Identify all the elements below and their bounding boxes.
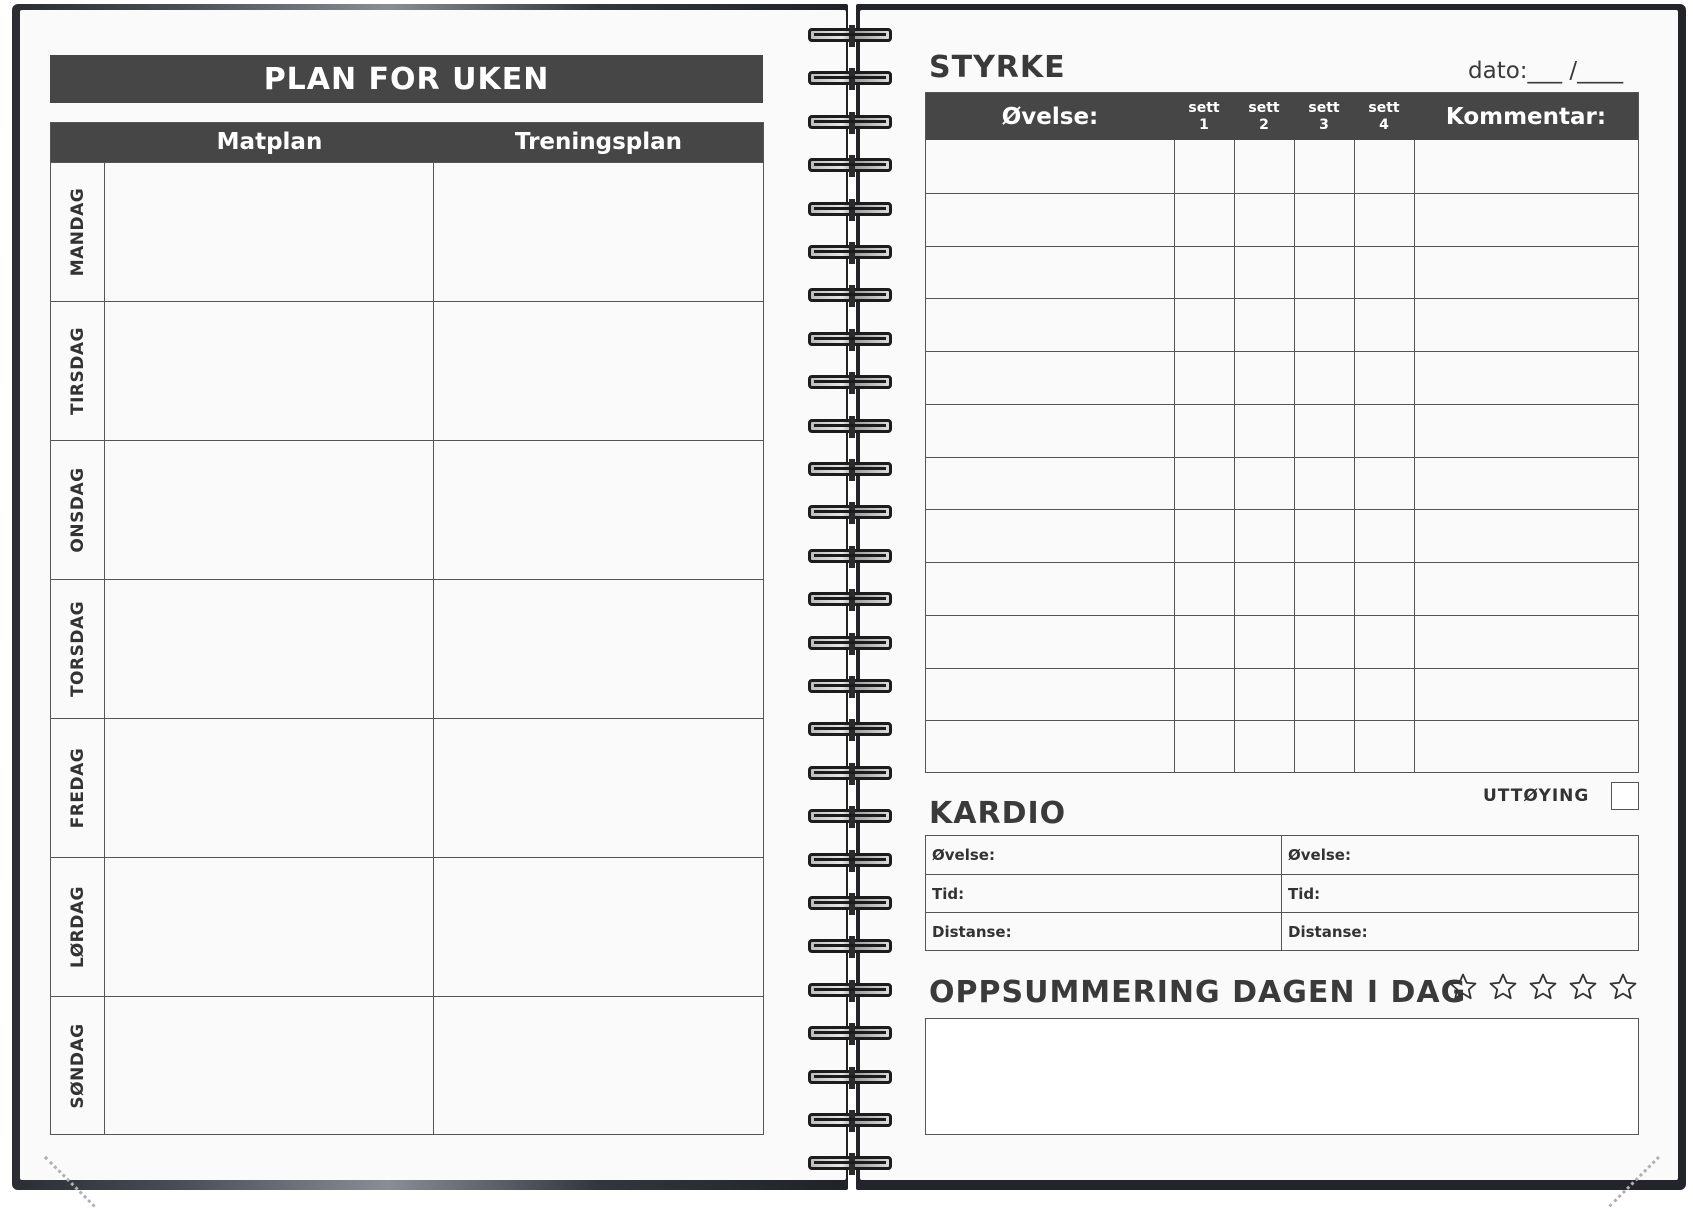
- kardio-title: KARDIO: [929, 796, 1067, 831]
- spiral-ring: [808, 284, 892, 306]
- treningsplan-cell[interactable]: [434, 163, 763, 301]
- sett-number: 3: [1319, 116, 1329, 133]
- day-row: [51, 162, 763, 301]
- sett-number: 1: [1199, 116, 1209, 133]
- spiral-ring: [808, 1109, 892, 1131]
- star-icon[interactable]: [1608, 972, 1638, 1002]
- header-sett-4: [1354, 93, 1414, 140]
- oppsummering-title: OPPSUMMERING DAGEN I DAG: [929, 975, 1467, 1010]
- ring-wire-inner: [814, 554, 886, 557]
- styrke-row[interactable]: [926, 140, 1638, 193]
- styrke-row[interactable]: [926, 562, 1638, 615]
- ring-wire-inner: [814, 944, 886, 947]
- spiral-ring: [808, 1022, 892, 1044]
- ring-wire-inner: [814, 597, 886, 600]
- header-sett-1: [1174, 93, 1234, 140]
- day-row: [51, 440, 763, 579]
- spiral-ring: [808, 545, 892, 567]
- sett-label: sett: [1308, 99, 1340, 116]
- day-name: TIRSDAG: [67, 327, 88, 415]
- spiral-ring: [808, 1152, 892, 1174]
- spiral-ring: [808, 935, 892, 957]
- spiral-ring: [808, 632, 892, 654]
- ring-wire-inner: [814, 250, 886, 253]
- spiral-ring: [808, 588, 892, 610]
- ring-wire-inner: [814, 380, 886, 383]
- spiral-ring: [808, 328, 892, 350]
- ring-wire-inner: [814, 424, 886, 427]
- spiral-ring: [808, 501, 892, 523]
- kardio-field-ovelse-1[interactable]: Øvelse:: [932, 846, 995, 864]
- spiral-ring: [808, 892, 892, 914]
- kardio-field-tid-1[interactable]: Tid:: [932, 884, 965, 903]
- ring-wire-inner: [814, 727, 886, 730]
- kardio-row: [926, 874, 1638, 912]
- matplan-cell[interactable]: [105, 302, 434, 440]
- day-label: [51, 302, 105, 440]
- matplan-cell[interactable]: [105, 997, 434, 1135]
- plan-title: PLAN FOR UKEN: [50, 55, 763, 103]
- spiral-ring: [808, 371, 892, 393]
- spiral-ring: [808, 458, 892, 480]
- day-label: [51, 719, 105, 857]
- treningsplan-cell[interactable]: [434, 580, 763, 718]
- sett-label: sett: [1248, 99, 1280, 116]
- spiral-ring: [808, 415, 892, 437]
- styrke-row[interactable]: [926, 351, 1638, 404]
- matplan-cell[interactable]: [105, 858, 434, 996]
- column-header-matplan: Matplan: [216, 129, 323, 155]
- ring-wire-inner: [814, 207, 886, 210]
- styrke-row[interactable]: [926, 193, 1638, 246]
- day-row: [51, 996, 763, 1135]
- treningsplan-cell[interactable]: [434, 441, 763, 579]
- day-name: ONSDAG: [67, 467, 88, 553]
- ring-wire-inner: [814, 120, 886, 123]
- ring-wire-inner: [814, 858, 886, 861]
- styrke-row[interactable]: [926, 615, 1638, 668]
- day-label: [51, 163, 105, 301]
- day-label: [51, 858, 105, 996]
- day-name: FREDAG: [67, 747, 88, 829]
- matplan-cell[interactable]: [105, 441, 434, 579]
- day-row: [51, 857, 763, 996]
- kardio-field-distanse-1[interactable]: Distanse:: [932, 922, 1012, 941]
- styrke-table: [925, 92, 1639, 773]
- ring-wire-inner: [814, 163, 886, 166]
- spiral-ring: [808, 154, 892, 176]
- ring-wire-inner: [814, 467, 886, 470]
- header-kommentar: Kommentar:: [1445, 103, 1607, 130]
- spiral-ring: [808, 849, 892, 871]
- treningsplan-cell[interactable]: [434, 719, 763, 857]
- star-icon[interactable]: [1488, 972, 1518, 1002]
- matplan-cell[interactable]: [105, 580, 434, 718]
- header-sett-2: [1234, 93, 1294, 140]
- day-label: [51, 441, 105, 579]
- kardio-field-distanse-2[interactable]: Distanse:: [1288, 922, 1368, 941]
- star-icon[interactable]: [1528, 972, 1558, 1002]
- kardio-row: [926, 836, 1638, 874]
- week-plan-table: [50, 122, 764, 1135]
- matplan-cell[interactable]: [105, 163, 434, 301]
- day-label: [51, 580, 105, 718]
- spiral-ring: [808, 24, 892, 46]
- rating-stars: [1448, 972, 1638, 1002]
- sett-number: 2: [1259, 116, 1269, 133]
- star-icon[interactable]: [1568, 972, 1598, 1002]
- kardio-field-ovelse-2[interactable]: Øvelse:: [1288, 846, 1351, 864]
- day-row: [51, 301, 763, 440]
- styrke-row[interactable]: [926, 298, 1638, 351]
- star-icon[interactable]: [1448, 972, 1478, 1002]
- styrke-row[interactable]: [926, 246, 1638, 299]
- styrke-row[interactable]: [926, 404, 1638, 457]
- treningsplan-cell[interactable]: [434, 302, 763, 440]
- styrke-table-header: [926, 93, 1638, 140]
- spiral-ring: [808, 241, 892, 263]
- spiral-ring: [808, 718, 892, 740]
- ring-wire-inner: [814, 1161, 886, 1164]
- day-name: TORSDAG: [67, 600, 88, 698]
- spiral-ring: [808, 979, 892, 1001]
- ring-wire-inner: [814, 76, 886, 79]
- spiral-ring: [808, 67, 892, 89]
- day-name: LØRDAG: [67, 886, 88, 968]
- day-label: [51, 997, 105, 1135]
- ring-wire-inner: [814, 988, 886, 991]
- ring-wire-inner: [814, 1118, 886, 1121]
- day-row: [51, 718, 763, 857]
- ring-wire-inner: [814, 33, 886, 36]
- ring-wire-inner: [814, 771, 886, 774]
- styrke-row[interactable]: [926, 720, 1638, 773]
- styrke-row[interactable]: [926, 457, 1638, 510]
- spiral-binding: [808, 20, 892, 1180]
- week-table-header: [51, 123, 763, 162]
- header-sett-3: [1294, 93, 1354, 140]
- matplan-cell[interactable]: [105, 719, 434, 857]
- kardio-table: [925, 835, 1639, 951]
- ring-wire-inner: [814, 641, 886, 644]
- ring-wire-inner: [814, 901, 886, 904]
- spiral-ring: [808, 805, 892, 827]
- spiral-ring: [808, 198, 892, 220]
- uttoying-checkbox[interactable]: [1611, 782, 1639, 810]
- header-ovelse: Øvelse:: [1001, 103, 1099, 130]
- date-field[interactable]: dato:___ /____: [1468, 58, 1624, 84]
- spiral-ring: [808, 111, 892, 133]
- styrke-title: STYRKE: [929, 50, 1066, 85]
- ring-wire-inner: [814, 1075, 886, 1078]
- sett-label: sett: [1368, 99, 1400, 116]
- ring-wire-inner: [814, 684, 886, 687]
- day-row: [51, 579, 763, 718]
- day-name: SØNDAG: [67, 1023, 88, 1109]
- styrke-row[interactable]: [926, 668, 1638, 721]
- spiral-ring: [808, 762, 892, 784]
- sett-label: sett: [1188, 99, 1220, 116]
- ring-wire-inner: [814, 337, 886, 340]
- spiral-ring: [808, 675, 892, 697]
- uttoying-label: UTTØYING: [1483, 786, 1590, 806]
- treningsplan-cell[interactable]: [434, 997, 763, 1135]
- ring-wire-inner: [814, 814, 886, 817]
- sett-number: 4: [1379, 116, 1389, 133]
- treningsplan-cell[interactable]: [434, 858, 763, 996]
- styrke-row[interactable]: [926, 509, 1638, 562]
- spiral-ring: [808, 1066, 892, 1088]
- column-header-treningsplan: Treningsplan: [514, 129, 683, 155]
- oppsummering-textbox[interactable]: [925, 1018, 1639, 1135]
- ring-wire-inner: [814, 293, 886, 296]
- kardio-row: [926, 912, 1638, 950]
- kardio-field-tid-2[interactable]: Tid:: [1288, 884, 1321, 903]
- day-name: MANDAG: [67, 187, 88, 277]
- ring-wire-inner: [814, 510, 886, 513]
- ring-wire-inner: [814, 1031, 886, 1034]
